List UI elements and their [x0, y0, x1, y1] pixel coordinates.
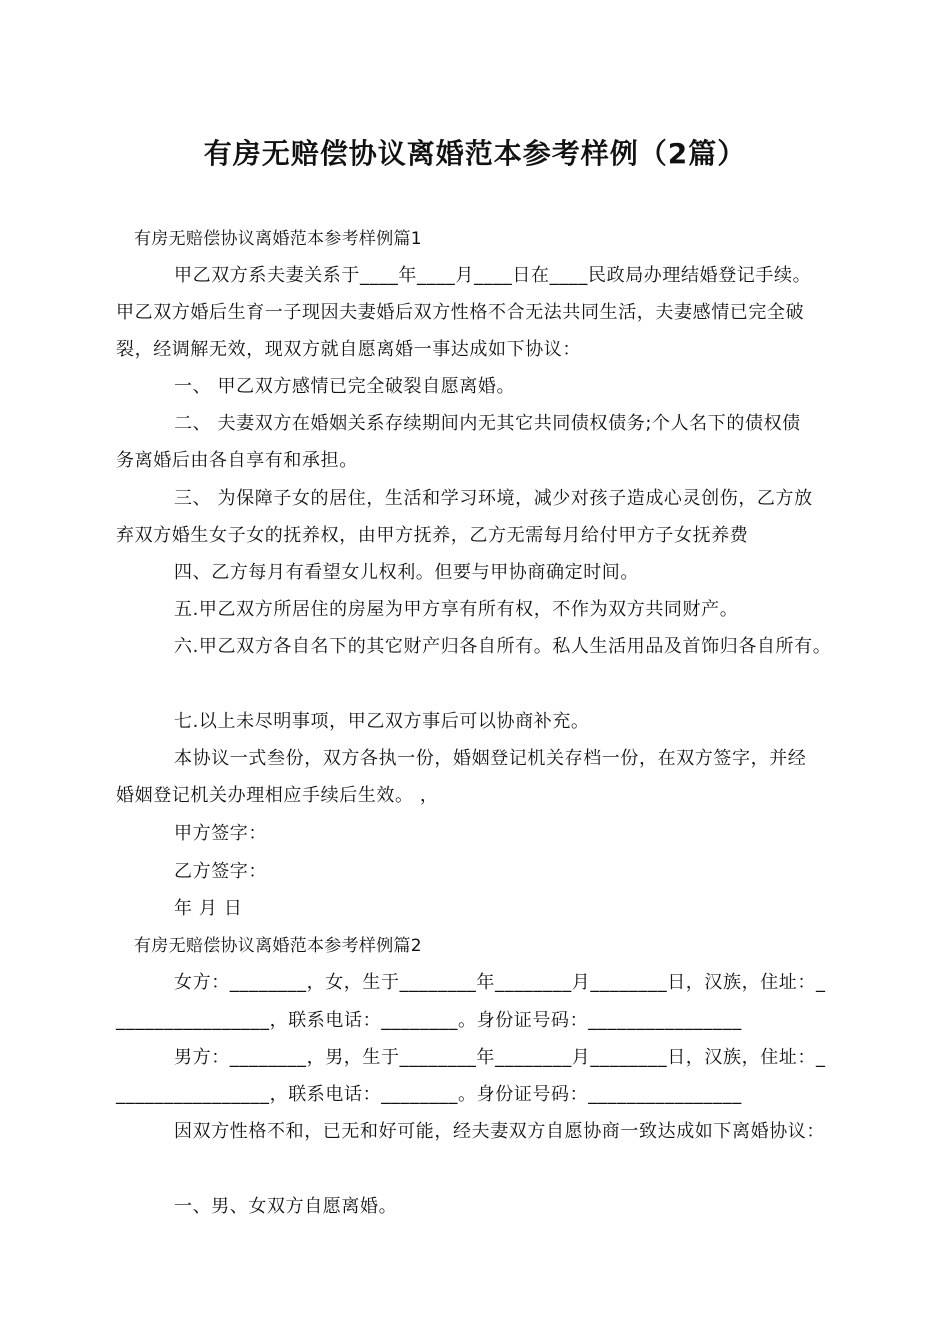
clause-2-line1: 二、 夫妻双方在婚姻关系存续期间内无其它共同债权债务;个人名下的债权债: [174, 413, 801, 434]
female-party-line1: 女方：________，女，生于________年________月________日，汉族，住址：_: [174, 972, 826, 993]
clause-6: 六.甲乙双方各自名下的其它财产归各自所有。私人生活用品及首饰归各自所有。: [174, 636, 832, 657]
section1-intro-line3: 裂，经调解无效，现双方就自愿离婚一事达成如下协议：: [116, 339, 581, 360]
clause-3-line1: 三、 为保障子女的居住，生活和学习环境，减少对孩子造成心灵创伤，乙方放: [174, 488, 813, 509]
sign-party-a: 甲方签字：: [174, 823, 267, 844]
copies-line1: 本协议一式叁份，双方各执一份，婚姻登记机关存档一份，在双方签字，并经: [174, 748, 807, 769]
section2-heading: 有房无赔偿协议离婚范本参考样例篇2: [134, 936, 422, 956]
section2-clause-1: 一、男、女双方自愿离婚。: [174, 1196, 398, 1217]
copies-line2: 婚姻登记机关办理相应手续后生效。 ，: [116, 785, 439, 806]
clause-5: 五.甲乙双方所居住的房屋为甲方享有所有权，不作为双方共同财产。: [174, 599, 739, 620]
clause-4: 四、乙方每月有看望女儿权利。但要与甲协商确定时间。: [174, 562, 639, 583]
clause-2-line2: 务离婚后由各自享有和承担。: [116, 450, 358, 471]
divorce-reason: 因双方性格不和，已无和好可能，经夫妻双方自愿协商一致达成如下离婚协议：: [174, 1121, 825, 1142]
sign-party-b: 乙方签字：: [174, 861, 267, 882]
sign-date: 年 月 日: [174, 898, 243, 919]
section1-intro-line2: 甲乙双方婚后生育一子现因夫妻婚后双方性格不合无法共同生活，夫妻感情已完全破: [116, 302, 805, 323]
clause-1: 一、 甲乙双方感情已完全破裂自愿离婚。: [174, 376, 516, 397]
section1-intro-line1: 甲乙双方系夫妻关系于____年____月____日在____民政局办理结婚登记手续。: [174, 265, 812, 286]
clause-7: 七.以上未尽明事项，甲乙双方事后可以协商补充。: [174, 711, 590, 732]
female-party-line2: ________________，联系电话：________。身份证号码：________________: [116, 1010, 742, 1031]
section1-heading: 有房无赔偿协议离婚范本参考样例篇1: [134, 229, 422, 249]
male-party-line1: 男方：________，男，生于________年________月________日，汉族，住址：_: [174, 1047, 826, 1068]
clause-3-line2: 弃双方婚生女子女的抚养权，由甲方抚养，乙方无需每月给付甲方子女抚养费: [116, 525, 749, 546]
document-title: 有房无赔偿协议离婚范本参考样例（2篇）: [203, 137, 747, 170]
male-party-line2: ________________，联系电话：________。身份证号码：________________: [116, 1084, 742, 1105]
